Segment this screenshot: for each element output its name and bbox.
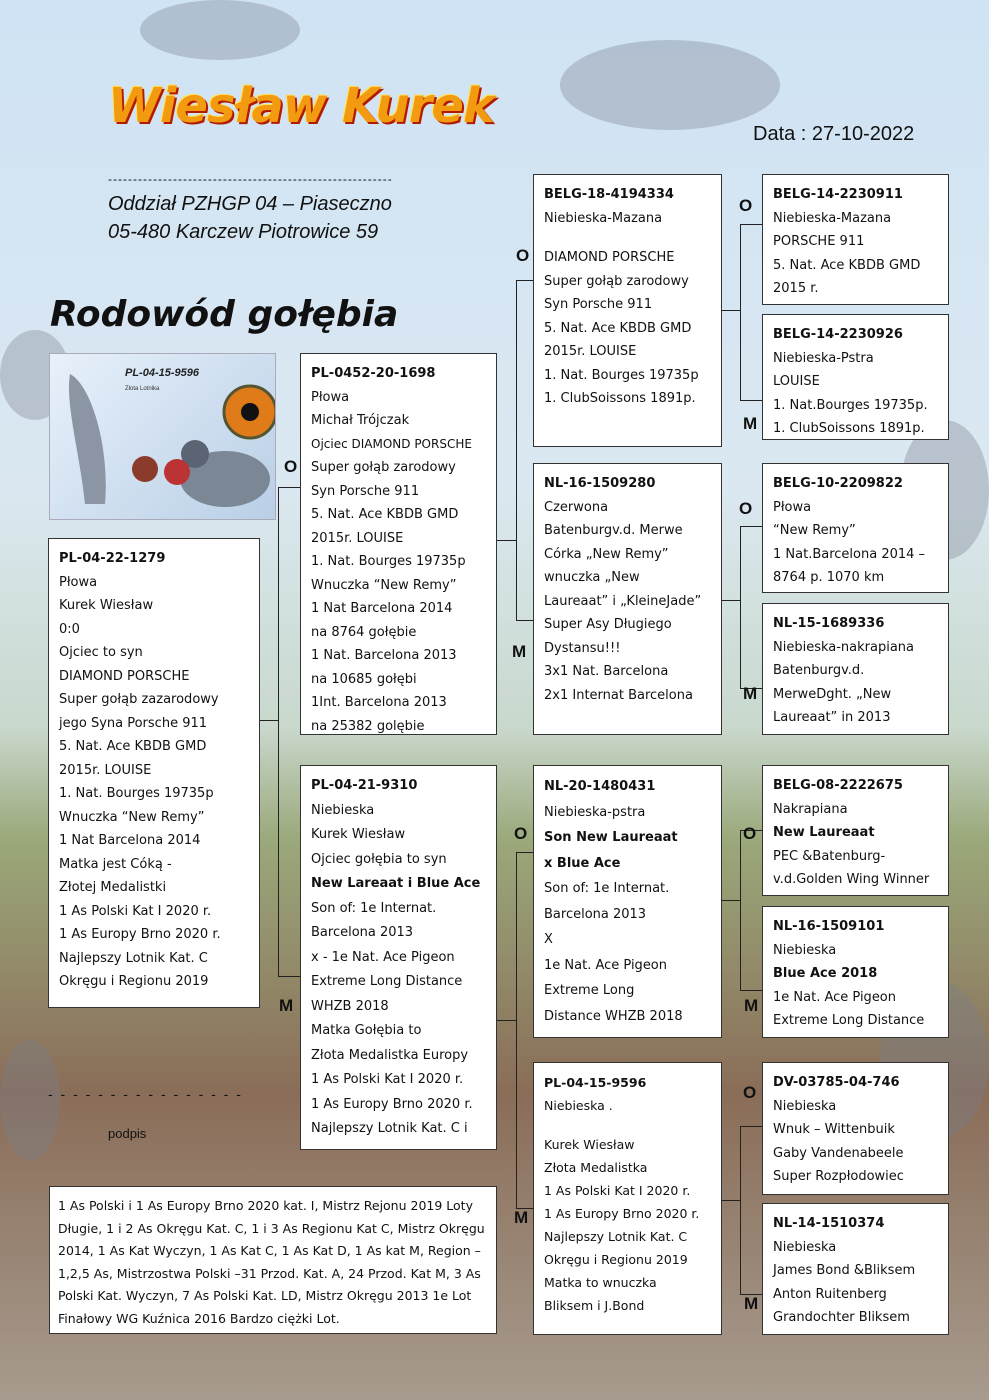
card-line: Kurek Wiesław bbox=[544, 1137, 635, 1152]
ring-number: PL-0452-20-1698 bbox=[311, 366, 436, 381]
marker-father: O bbox=[284, 457, 298, 476]
card-line: Wnuczka “New Remy” bbox=[59, 809, 205, 825]
marker-father: O bbox=[743, 824, 757, 843]
card-line: 1. Nat. Bourges 19735p bbox=[59, 786, 214, 801]
great-grandparent-card bbox=[762, 603, 949, 735]
card-line: New Laureaat bbox=[773, 825, 875, 840]
card-line: 1. ClubSoissons 1891p. bbox=[773, 421, 925, 436]
card-line: 2x1 Internat Barcelona bbox=[544, 687, 693, 703]
marker-father: O bbox=[743, 1083, 757, 1102]
card-line: 1 Nat. Barcelona 2013 bbox=[311, 648, 457, 663]
card-line: Niebieska-Pstra bbox=[773, 350, 874, 366]
card-line: Niebieska bbox=[773, 1098, 837, 1114]
card-line: 2015 r. bbox=[773, 281, 819, 296]
marker-mother: M bbox=[279, 996, 294, 1015]
card-line: WHZB 2018 bbox=[311, 998, 389, 1014]
card-line: 1. Nat.Bourges 19735p. bbox=[773, 397, 928, 413]
ring-number: PL-04-15-9596 bbox=[544, 1075, 647, 1090]
card-line: Kurek Wiesław bbox=[59, 598, 154, 613]
card-line: 1 As Polski Kat I 2020 r. bbox=[59, 903, 212, 919]
card-line: Laureaat” i „KleineJade” bbox=[544, 593, 702, 609]
card-line: Barcelona 2013 bbox=[544, 906, 647, 922]
card-line: Super gołąb zarodowy bbox=[311, 460, 456, 475]
marker-father: O bbox=[514, 824, 528, 843]
card-line: Niebieska-pstra bbox=[544, 804, 646, 820]
grandmother-maternal-card bbox=[533, 1062, 722, 1335]
card-line: Gaby Vandenabeele bbox=[773, 1145, 904, 1161]
card-line: Niebieska bbox=[773, 942, 837, 958]
ring-number: NL-16-1509101 bbox=[773, 919, 885, 934]
address-line-2: 05-480 Karczew Piotrowice 59 bbox=[108, 221, 379, 243]
card-line: Złotej Medalistki bbox=[59, 880, 167, 895]
card-line: Matka Gołębia to bbox=[311, 1023, 422, 1038]
card-line: Distance WHZB 2018 bbox=[544, 1008, 683, 1024]
ring-number: NL-16-1509280 bbox=[544, 476, 656, 491]
card-line: Super Rozpłodowiec bbox=[773, 1169, 904, 1184]
card-line: Son New Laureaat bbox=[544, 830, 678, 845]
great-grandparent-card bbox=[762, 1203, 949, 1335]
card-line: 1. Nat. Bourges 19735p bbox=[311, 554, 466, 569]
card-line: x Blue Ace bbox=[544, 855, 621, 871]
connector bbox=[497, 540, 516, 541]
card-line: Niebieska . bbox=[544, 1098, 613, 1113]
card-line: Batenburgv.d. bbox=[773, 663, 865, 678]
card-line: 5. Nat. Ace KBDB GMD bbox=[59, 739, 207, 754]
card-line: Bliksem i J.Bond bbox=[544, 1298, 645, 1313]
great-grandparent-card bbox=[762, 463, 949, 593]
card-line: Okręgu i Regionu 2019 bbox=[544, 1252, 688, 1267]
connector bbox=[740, 990, 762, 991]
card-line: Michał Trójczak bbox=[311, 413, 410, 428]
connector bbox=[278, 487, 279, 976]
card-line: X bbox=[544, 932, 553, 947]
card-line: DIAMOND PORSCHE bbox=[544, 250, 675, 265]
card-line: Płowa bbox=[773, 499, 812, 515]
great-grandparent-card bbox=[762, 906, 949, 1038]
marker-father: O bbox=[739, 499, 753, 518]
card-line: Extreme Long Distance bbox=[311, 974, 463, 989]
connector bbox=[722, 900, 740, 901]
card-line: Najlepszy Lotnik Kat. C bbox=[59, 950, 208, 966]
address-line-1: Oddział PZHGP 04 – Piaseczno bbox=[108, 193, 392, 215]
connector bbox=[516, 620, 533, 621]
connector bbox=[278, 976, 300, 977]
marker-mother: M bbox=[743, 414, 758, 433]
header-rule: --------------------------------------------------------- bbox=[108, 172, 393, 186]
connector bbox=[740, 830, 741, 990]
card-line: Anton Ruitenberg bbox=[773, 1286, 887, 1302]
card-line: Złota Medalistka bbox=[544, 1160, 648, 1175]
pigeon-silhouette bbox=[140, 0, 300, 60]
card-line: 1 As Europy Brno 2020 r. bbox=[59, 927, 221, 942]
card-line: 5. Nat. Ace KBDB GMD bbox=[544, 320, 692, 336]
ring-number: NL-14-1510374 bbox=[773, 1216, 885, 1231]
grandfather-maternal-card bbox=[533, 765, 722, 1038]
card-line: Kurek Wiesław bbox=[311, 827, 406, 842]
card-line: Blue Ace 2018 bbox=[773, 966, 878, 981]
card-line: Ojciec gołębia to syn bbox=[311, 851, 447, 867]
card-line: Płowa bbox=[311, 389, 350, 405]
card-line: LOUISE bbox=[773, 374, 820, 389]
card-line: Płowa bbox=[59, 574, 98, 590]
card-line: Extreme Long bbox=[544, 983, 635, 998]
card-line: 1 As Europy Brno 2020 r. bbox=[311, 1096, 473, 1112]
card-line: PEC &Batenburg- bbox=[773, 848, 886, 864]
great-grandparent-card bbox=[762, 765, 949, 896]
card-line: Nakrapiana bbox=[773, 801, 848, 817]
card-line: Laureaat” in 2013 bbox=[773, 710, 891, 725]
card-line: Dystansu!!! bbox=[544, 640, 621, 656]
card-line: Grandochter Bliksem bbox=[773, 1310, 910, 1325]
card-line: Niebieska bbox=[311, 802, 375, 818]
great-grandparent-card bbox=[762, 174, 949, 305]
connector bbox=[740, 526, 762, 527]
card-line: Syn Porsche 911 bbox=[544, 297, 653, 312]
card-line: jego Syna Porsche 911 bbox=[59, 715, 208, 731]
card-line: 8764 p. 1070 km bbox=[773, 570, 885, 585]
ring-number: BELG-18-4194334 bbox=[544, 187, 674, 202]
card-line: Niebieska-Mazana bbox=[544, 210, 663, 226]
card-line: PORSCHE 911 bbox=[773, 234, 865, 249]
connector bbox=[722, 310, 740, 311]
mother-card bbox=[300, 765, 497, 1150]
card-line: Matka to wnuczka bbox=[544, 1275, 657, 1290]
card-line: x - 1e Nat. Ace Pigeon bbox=[311, 949, 455, 965]
ring-number: BELG-10-2209822 bbox=[773, 476, 903, 491]
card-line: 1 As Polski Kat I 2020 r. bbox=[544, 1183, 691, 1198]
card-line: Son of: 1e Internat. bbox=[311, 900, 437, 916]
card-line: Super Asy Długiego bbox=[544, 617, 672, 632]
ring-number: BELG-08-2222675 bbox=[773, 778, 903, 793]
card-line: Czerwona bbox=[544, 499, 609, 515]
connector bbox=[740, 1126, 741, 1294]
card-line: James Bond &Bliksem bbox=[773, 1263, 916, 1278]
card-line: v.d.Golden Wing Winner bbox=[773, 872, 930, 887]
card-line bbox=[544, 230, 715, 246]
card-line: Son of: 1e Internat. bbox=[544, 881, 670, 896]
ring-number: PL-04-22-1279 bbox=[59, 551, 166, 566]
connector bbox=[497, 1020, 516, 1021]
marker-mother: M bbox=[744, 996, 759, 1015]
card-line: 5. Nat. Ace KBDB GMD bbox=[773, 257, 921, 273]
card-line: 2015r. LOUISE bbox=[59, 762, 152, 778]
signature-line: - - - - - - - - - - - - - - - - bbox=[48, 1086, 243, 1102]
card-line: Wnuczka “New Remy” bbox=[311, 577, 457, 593]
svg-text:Złota Lotnika: Złota Lotnika bbox=[125, 386, 160, 392]
connector bbox=[516, 852, 533, 853]
card-line: na 25382 golębie bbox=[311, 718, 425, 734]
marker-mother: M bbox=[512, 642, 527, 661]
connector bbox=[740, 224, 762, 225]
card-line: 1e Nat. Ace Pigeon bbox=[544, 957, 668, 973]
subject-pigeon-card bbox=[48, 538, 260, 1008]
connector bbox=[278, 487, 300, 488]
connector bbox=[516, 280, 533, 281]
marker-father: O bbox=[516, 246, 530, 265]
page-title: Rodowód gołębia bbox=[50, 294, 399, 335]
grandmother-paternal-card bbox=[533, 463, 722, 735]
connector bbox=[722, 1200, 740, 1201]
ring-number: DV-03785-04-746 bbox=[773, 1075, 900, 1090]
card-line: Batenburgv.d. Merwe bbox=[544, 523, 683, 538]
card-line: 0:0 bbox=[59, 621, 80, 637]
card-line: 2015r. LOUISE bbox=[311, 530, 404, 546]
connector bbox=[260, 720, 278, 721]
connector bbox=[516, 852, 517, 1208]
card-line: Niebieska bbox=[773, 1239, 837, 1255]
ring-number: NL-20-1480431 bbox=[544, 779, 656, 794]
card-line: Najlepszy Lotnik Kat. C bbox=[544, 1229, 688, 1244]
card-line: 1. Nat. Bourges 19735p bbox=[544, 367, 699, 383]
connector bbox=[516, 280, 517, 620]
marker-mother: M bbox=[743, 684, 758, 703]
card-line: 5. Nat. Ace KBDB GMD bbox=[311, 507, 459, 522]
achievements-notes: 1 As Polski i 1 As Europy Brno 2020 kat. I, Mistrz Rejonu 2019 Loty Długie, 1 i 2 As Okręgu Kat. C, 1 i 3 As Regionu Kat C, Mistrz Okręgu 2014, 1 As Kat Wyczyn, 1 As Kat C, 1 As Kat D, 1 As kat M, Region – 1,2,5 As, Mistrzostwa Polski –31 Przod. Kat. A, 24 Przod. Kat M, 3 As Polski Kat. Wyczyn, 7 As Polski Kat. LD, Mistrz Okręgu 2013 1e Lot Finałowy WG Kuźnica 2016 Bardzo ciężki Lot. bbox=[49, 1186, 497, 1334]
card-line: 1 As Polski Kat I 2020 r. bbox=[311, 1072, 464, 1087]
card-line: 3x1 Nat. Barcelona bbox=[544, 664, 669, 679]
pigeon-silhouette bbox=[560, 40, 780, 130]
marker-mother: M bbox=[514, 1208, 529, 1227]
card-line: 2015r. LOUISE bbox=[544, 344, 637, 359]
card-line: Matka jest Cóką - bbox=[59, 856, 172, 872]
card-line: Super gołąb zazarodowy bbox=[59, 692, 219, 707]
card-line: na 10685 gołębi bbox=[311, 671, 417, 687]
ring-number: NL-15-1689336 bbox=[773, 616, 885, 631]
card-line: na 8764 gołębie bbox=[311, 624, 417, 640]
card-line: 1e Nat. Ace Pigeon bbox=[773, 989, 897, 1005]
connector bbox=[740, 400, 762, 401]
pedigree-date: Data : 27-10-2022 bbox=[753, 123, 915, 145]
card-line: Barcelona 2013 bbox=[311, 925, 414, 940]
card-line: Wnuk – Wittenbuik bbox=[773, 1122, 895, 1137]
card-line: DIAMOND PORSCHE bbox=[59, 668, 190, 684]
marker-mother: M bbox=[744, 1294, 759, 1313]
grandfather-paternal-card bbox=[533, 174, 722, 447]
card-line: Super gołąb zarodowy bbox=[544, 273, 689, 289]
card-line: Niebieska-nakrapiana bbox=[773, 639, 915, 655]
card-line: wnuczka „New bbox=[544, 570, 640, 585]
ring-number: BELG-14-2230911 bbox=[773, 187, 903, 202]
great-grandparent-card bbox=[762, 1062, 949, 1195]
card-line: 1 Nat Barcelona 2014 bbox=[59, 833, 201, 848]
card-line: Extreme Long Distance bbox=[773, 1013, 925, 1028]
pigeon-photo bbox=[49, 353, 276, 520]
card-line: Najlepszy Lotnik Kat. C i bbox=[311, 1121, 468, 1136]
card-line: Ojciec to syn bbox=[59, 645, 143, 660]
card-line bbox=[544, 1117, 715, 1133]
card-line: Ojciec DIAMOND PORSCHE bbox=[311, 436, 472, 451]
card-line: Niebieska-Mazana bbox=[773, 210, 892, 226]
card-line: Okręgu i Regionu 2019 bbox=[59, 974, 209, 989]
ring-number: BELG-14-2230926 bbox=[773, 327, 903, 342]
card-line: Syn Porsche 911 bbox=[311, 483, 420, 499]
card-line: 1 Nat Barcelona 2014 bbox=[311, 601, 453, 616]
card-line: 1Int. Barcelona 2013 bbox=[311, 695, 447, 710]
card-line: MerweDght. „New bbox=[773, 686, 892, 702]
card-line: “New Remy” bbox=[773, 523, 856, 538]
connector bbox=[740, 224, 741, 400]
father-card bbox=[300, 353, 497, 735]
connector bbox=[722, 600, 740, 601]
card-line: 1. ClubSoissons 1891p. bbox=[544, 391, 696, 406]
card-line: 1 Nat.Barcelona 2014 – bbox=[773, 546, 926, 562]
breeder-logo: Wiesław Kurek bbox=[108, 78, 494, 134]
card-line: Złota Medalistka Europy bbox=[311, 1047, 469, 1063]
card-line: New Lareaat i Blue Ace bbox=[311, 876, 481, 891]
great-grandparent-card bbox=[762, 314, 949, 440]
signature-label: podpis bbox=[108, 1126, 147, 1141]
svg-text:PL-04-15-9596: PL-04-15-9596 bbox=[125, 367, 199, 379]
card-line: 1 As Europy Brno 2020 r. bbox=[544, 1206, 700, 1221]
marker-father: O bbox=[739, 196, 753, 215]
connector bbox=[740, 1126, 762, 1127]
connector bbox=[740, 526, 741, 688]
ring-number: PL-04-21-9310 bbox=[311, 778, 418, 793]
card-line: Córka „New Remy” bbox=[544, 546, 669, 562]
